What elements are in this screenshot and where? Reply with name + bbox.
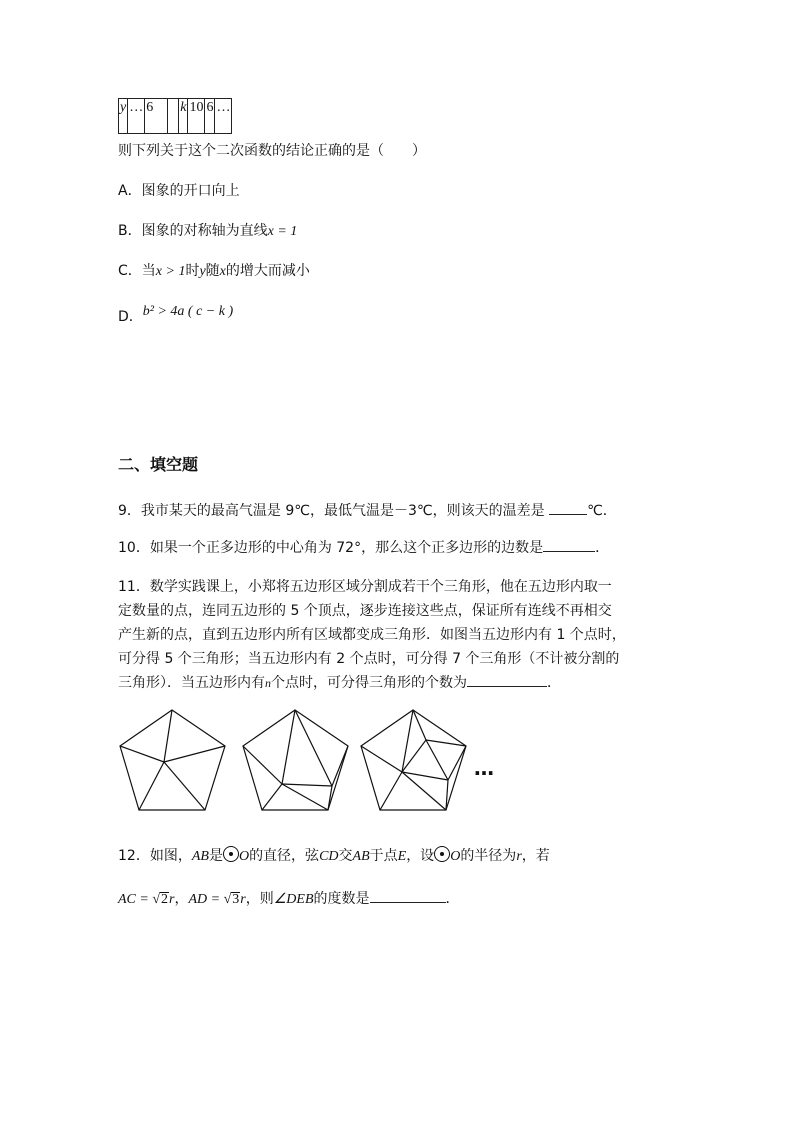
table-cell: 6	[145, 99, 168, 134]
q12-math: AD =	[188, 892, 224, 907]
q12-math: CD	[319, 849, 339, 864]
q12-text: ，设	[406, 848, 435, 864]
answer-blank	[467, 672, 547, 687]
q12-math: AB	[191, 849, 209, 864]
q10	[118, 537, 609, 557]
q12-radicand: 2	[161, 892, 169, 907]
q12-math: O	[238, 849, 250, 864]
sqrt-sign: √	[223, 892, 232, 907]
q11-var: n	[265, 676, 271, 690]
option-d-text: D．	[118, 309, 143, 325]
q12-text: 的半径为	[460, 848, 517, 864]
q12-text: 的直径，弦	[249, 848, 320, 864]
sqrt-sign: √	[152, 892, 161, 907]
option-c-math: x > 1	[155, 264, 186, 279]
q10-text: ．	[595, 540, 610, 556]
q12-math: O	[450, 849, 461, 864]
q12-line2	[118, 888, 460, 908]
q11-text: ．	[547, 675, 561, 691]
q11-line: 定数量的点，连同五边形的 5 个顶点，逐步连接这些点，保证所有连线不再相交	[118, 603, 612, 619]
q12-text: ，则	[245, 891, 274, 907]
q11-text: 个点时，可分得三角形的个数为	[271, 675, 467, 691]
q12-text: 是	[208, 848, 223, 864]
table-cell: …	[128, 99, 145, 134]
q9	[118, 500, 617, 520]
q12-math: r	[240, 892, 246, 907]
q12-math: AB	[352, 849, 370, 864]
table-cell: …	[215, 99, 232, 134]
q12-math: AC =	[118, 892, 153, 907]
q12-math: r	[516, 849, 522, 864]
q11-line: 产生新的点，直到五边形内所有区域都变成三角形．如图当五边形内有 1 个点时，	[118, 627, 626, 643]
q9-text: ℃．	[587, 503, 617, 519]
q11-line	[118, 672, 561, 692]
answer-blank	[543, 537, 595, 552]
option-c-math: x	[219, 264, 226, 279]
q12-math: r	[169, 892, 175, 907]
option-c-text: 随	[205, 263, 220, 279]
pentagon-figures	[110, 700, 510, 820]
option-c-text: C．当	[118, 263, 156, 279]
q11-line: 11．数学实践课上，小郑将五边形区域分割成若干个三角形，他在五边形内取一	[118, 579, 612, 595]
q8-option-c	[118, 260, 310, 280]
option-b-math: x = 1	[267, 224, 298, 239]
q8-option-b	[118, 220, 297, 240]
answer-blank	[549, 500, 587, 515]
pentagon-one-point	[120, 710, 225, 810]
q12-text: ．	[445, 891, 460, 907]
pentagon-three-points	[361, 710, 466, 810]
option-c-text: 时	[185, 263, 200, 279]
option-c-text: 的增大而减小	[225, 263, 310, 279]
q8-option-d	[118, 306, 233, 326]
table-cell: k	[179, 99, 188, 134]
table-cell: 10	[188, 99, 205, 134]
pentagon-two-points	[243, 710, 348, 810]
circle-o-icon	[434, 846, 450, 862]
q8-stem: 则下列关于这个二次函数的结论正确的是（ ）	[118, 143, 426, 159]
option-d-math: b² > 4a ( c − k )	[142, 304, 234, 319]
q8-option-a: A．图象的开口向上	[118, 183, 240, 199]
option-b-text: B．图象的对称轴为直线	[118, 223, 268, 239]
table-cell: 6	[205, 99, 215, 134]
q12-math: ∠DEB	[273, 892, 314, 907]
q12-text: 交	[338, 848, 353, 864]
q12-text: 12．如图，	[118, 848, 192, 864]
table-cell: y	[119, 99, 128, 134]
q12-text: 的度数是	[313, 891, 370, 907]
q12-text: ，	[174, 891, 189, 907]
value-table	[118, 98, 232, 134]
circle-o-icon	[223, 846, 239, 862]
table-cell	[168, 99, 179, 134]
option-c-math: y	[199, 264, 206, 279]
answer-blank	[370, 888, 446, 903]
q9-text: 9．我市某天的最高气温是 9℃，最低气温是－3℃，则该天的温差是	[118, 503, 545, 519]
ellipsis: …	[474, 756, 495, 780]
section-title: 二、填空题	[118, 455, 199, 474]
q12-line1	[118, 845, 550, 865]
q12-text: 于点	[369, 848, 398, 864]
q11-text: 三角形）．当五边形内有	[118, 675, 265, 691]
q12-math: E	[397, 849, 407, 864]
q11-line: 可分得 5 个三角形；当五边形内有 2 个点时，可分得 7 个三角形（不计被分割的	[118, 651, 620, 667]
q12-text: ，若	[521, 848, 550, 864]
q12-radicand: 3	[232, 892, 240, 907]
q10-text: 10．如果一个正多边形的中心角为 72°，那么这个正多边形的边数是	[118, 540, 544, 556]
